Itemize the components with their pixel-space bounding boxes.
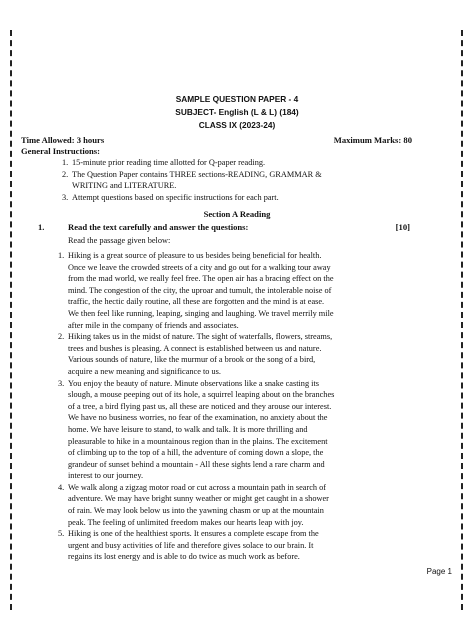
passage-intro: Read the passage given below: [68, 236, 171, 245]
passage [58, 250, 418, 563]
instruction-item: 2. The Question Paper contains THREE sections-READING, GRAMMAR & [62, 169, 322, 179]
instruction-item: 1. 15-minute prior reading time allotted for Q-paper reading. [62, 158, 266, 167]
page-number: Page 1 [426, 567, 452, 576]
question-number: 1. [38, 222, 45, 232]
passage-paragraph-5: 5. Hiking is one of the healthiest sports. It ensures a complete escape from the urgent and busy activities of life and therefore gives solace to our brain. It regains its lost energy and is able to do twice as much work as before. [58, 529, 319, 562]
paper-class: CLASS IX (2023-24) [198, 120, 276, 130]
question-marks: [10] [395, 222, 410, 232]
passage-paragraph-3: 3. You enjoy the beauty of nature. Minute observations like a snake casting its slough, a mouse peeping out of its hole, a squirrel leaping about on the branches of a tree, a bird flying past us, all these are noticed and they arouse our interest. We have no business worries, no fear of the examination, no anxiety about the home. We have leisure to stand, to walk and talk. It is more thrilling and pleasurable to hike in a mountainous region than in the plains. The excitement of climbing up to the top of a hill, the adventure of coming down a slope, the grandeur of sunset behind a mountain - All these sights lend a rare charm and interest to our journey. [58, 378, 335, 481]
time-allowed: Time Allowed: 3 hours [21, 135, 105, 145]
maximum-marks: Maximum Marks: 80 [333, 135, 412, 145]
general-instructions-heading: General Instructions: [21, 146, 101, 156]
passage-paragraph-4: 4. We walk along a zigzag motor road or cut across a mountain path in search of adventure. We may have bright sunny weather or might get caught in a shower of rain. We may look below us into the yawning chasm or up at the mountain peak. The feeling of unlimited freedom makes our hearts leap with joy. [58, 482, 329, 527]
passage-paragraph-1: 1. Hiking is a great source of pleasure to us besides being beneficial for health. Once we leave the crowded streets of a city and go out for a walking tour away from the mad world, we really feel free. The open air has a bracing effect on the mind. The congestion of the city, the uproar and tumult, the intolerable noise of traffic, the hectic daily routine, all these are forgotten and the mind is at ease. We then feel like running, leaping, singing and laughing. We travel merrily mile after mile in the company of friends and associates. [58, 251, 334, 330]
instruction-item: 3. Attempt questions based on specific instructions for each part. [62, 192, 279, 202]
paper-title: SAMPLE QUESTION PAPER - 4 [175, 94, 299, 104]
section-heading: Section A Reading [203, 209, 271, 219]
passage-paragraph-2: 2. Hiking takes us in the midst of nature. The sight of waterfalls, flowers, streams, trees and bushes is pleasing. A connect is established between us and nature. Various sounds of nature, like the murmur of a brook or the song of a bird, acquire a new meaning and significance to us. [58, 332, 333, 376]
paper-subject: SUBJECT- English (L & L) (184) [175, 107, 299, 117]
question-text: Read the text carefully and answer the questions: [68, 222, 249, 232]
instructions-list: 1. 15-minute prior reading time allotted for Q-paper reading. 2. The Question Paper contains THREE sections-READING, GRAMMAR & WRITING and LITERATURE. 3. Attempt questions based on specific instructions for each part. [62, 157, 392, 203]
